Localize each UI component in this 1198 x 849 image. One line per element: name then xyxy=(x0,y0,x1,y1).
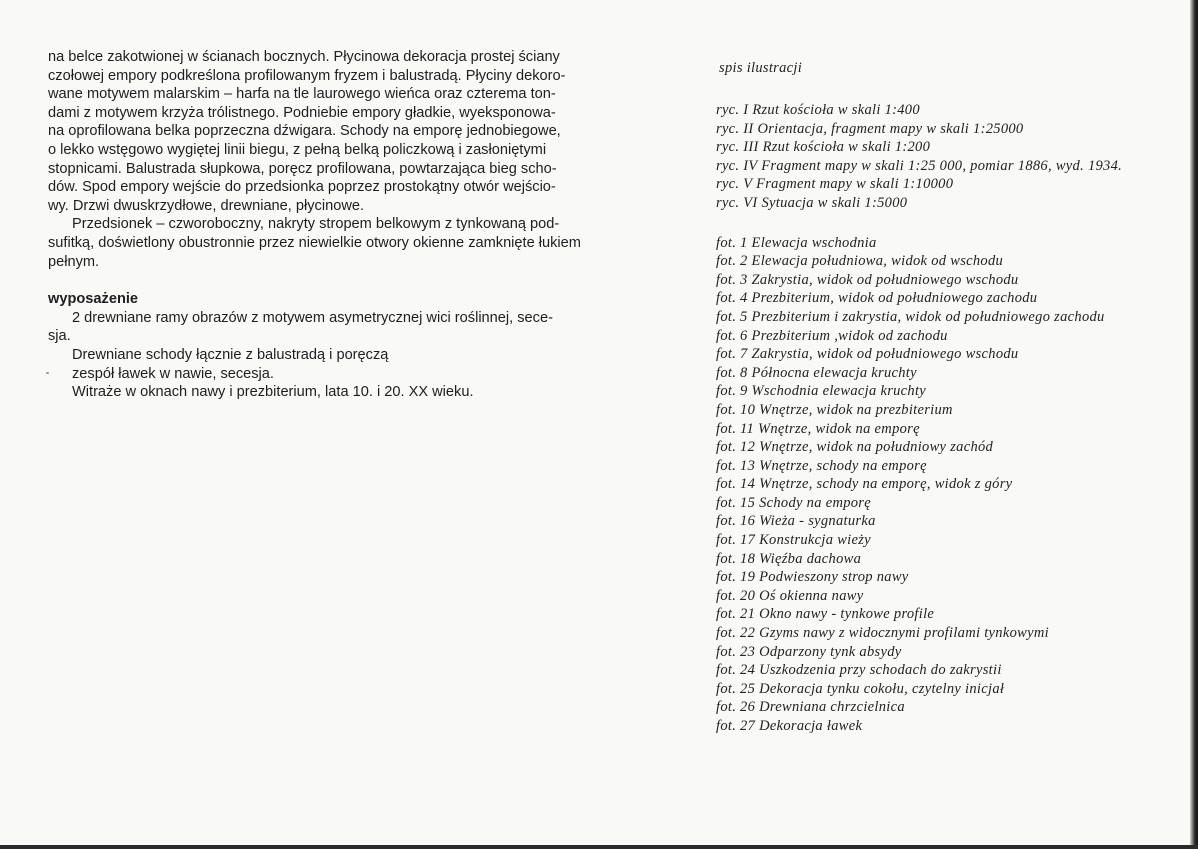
photo-entry: fot. 6 Prezbiterium ,widok od zachodu xyxy=(716,327,948,344)
figure-entry: ryc. IV Fragment mapy w skali 1:25 000, pomiar 1886, wyd. 1934. xyxy=(716,157,1123,174)
photo-entry: fot. 14 Wnętrze, schody na emporę, widok z góry xyxy=(716,476,1013,493)
photo-entry: fot. 24 Uszkodzenia przy schodach do zakrystii xyxy=(716,662,1002,679)
photo-entry: fot. 22 Gzyms nawy z widocznymi profilami tynkowymi xyxy=(716,625,1049,642)
photo-entry: fot. 20 Oś okienna nawy xyxy=(716,587,864,604)
photo-entry: fot. 19 Podwieszony strop nawy xyxy=(716,569,909,586)
text-line: zespół ławek w nawie, secesja. xyxy=(72,365,274,382)
photo-entry: fot. 7 Zakrystia, widok od południowego wschodu xyxy=(716,346,1019,363)
scan-edge-bottom xyxy=(0,845,1198,849)
text-line: pełnym. xyxy=(48,253,100,270)
photo-entry: fot. 3 Zakrystia, widok od południowego wschodu xyxy=(716,271,1019,288)
photo-entry: fot. 13 Wnętrze, schody na emporę xyxy=(716,457,927,474)
photo-entry: fot. 27 Dekoracja ławek xyxy=(716,718,863,734)
figure-list xyxy=(716,101,1176,213)
photo-entry: fot. 17 Konstrukcja wieży xyxy=(716,532,871,549)
scan-speck xyxy=(46,372,49,374)
text-line: Witraże w oknach nawy i prezbiterium, lata 10. i 20. XX wieku. xyxy=(72,384,474,401)
photo-entry: fot. 8 Północna elewacja kruchty xyxy=(716,364,917,381)
figure-entry: ryc. V Fragment mapy w skali 1:10000 xyxy=(716,176,954,193)
figure-entry: ryc. VI Sytuacja w skali 1:5000 xyxy=(716,194,908,211)
text-line: wane motywem malarskim – harfa na tle laurowego wieńca oraz czterema ton- xyxy=(48,86,556,103)
vestibule-paragraph xyxy=(48,215,608,271)
photo-entry: fot. 15 Schody na emporę xyxy=(716,494,871,511)
photo-entry: fot. 11 Wnętrze, widok na emporę xyxy=(716,420,920,437)
photo-entry: fot. 9 Wschodnia elewacja kruchty xyxy=(716,383,927,400)
intro-paragraph xyxy=(48,48,608,215)
text-line: Drewniane schody łącznie z balustradą i poręczą xyxy=(72,346,389,363)
index-title: spis ilustracji xyxy=(719,60,803,76)
description-column xyxy=(48,48,608,402)
photo-entry: fot. 23 Odparzony tynk absydy xyxy=(716,643,902,660)
photo-entry: fot. 4 Prezbiterium, widok od południowego zachodu xyxy=(716,290,1038,307)
text-line: dów. Spod empory wejście do przedsionka poprzez prostokątny otwór wejścio- xyxy=(48,179,556,196)
figure-entry: ryc. II Orientacja, fragment mapy w skali 1:25000 xyxy=(716,120,1024,137)
photo-entry: fot. 25 Dekoracja tynku cokołu, czytelny inicjał xyxy=(716,680,1005,697)
text-line: na belce zakotwionej w ścianach bocznych. Płycinowa dekoracja prostej ściany xyxy=(48,49,560,65)
illustrations-index xyxy=(716,60,1176,736)
text-line: 2 drewniane ramy obrazów z motywem asymetrycznej wici roślinnej, sece- xyxy=(72,309,553,326)
text-line: stopnicami. Balustrada słupkowa, poręcz profilowana, powtarzająca bieg scho- xyxy=(48,160,557,177)
text-line: dami z motywem krzyża trólistnego. Podniebie empory gładkie, wyeksponowa- xyxy=(48,104,556,121)
text-line: na oprofilowana belka poprzeczna dźwigara. Schody na emporę jednobiegowe, xyxy=(48,123,561,140)
section-heading: wyposażenie xyxy=(48,291,139,308)
photo-entry: fot. 18 Więźba dachowa xyxy=(716,550,862,567)
text-line: o lekko wstęgowo wygiętej linii biegu, z pełną belką policzkową i zasłoniętymi xyxy=(48,141,547,158)
photo-entry: fot. 10 Wnętrze, widok na prezbiterium xyxy=(716,401,953,418)
scan-edge-right xyxy=(1190,0,1198,849)
text-line: czołowej empory podkreślona profilowanym fryzem i balustradą. Płyciny dekoro- xyxy=(48,67,566,84)
photo-entry: fot. 1 Elewacja wschodnia xyxy=(716,234,877,251)
text-line: Przedsionek – czworoboczny, nakryty stropem belkowym z tynkowaną pod- xyxy=(72,216,560,233)
text-line: sja. xyxy=(48,328,71,345)
photo-entry: fot. 26 Drewniana chrzcielnica xyxy=(716,699,905,716)
photo-entry: fot. 12 Wnętrze, widok na południowy zachód xyxy=(716,439,994,456)
text-line: wy. Drzwi dwuskrzydłowe, drewniane, płycinowe. xyxy=(48,197,365,214)
photo-entry: fot. 5 Prezbiterium i zakrystia, widok od południowego zachodu xyxy=(716,308,1105,325)
figure-entry: ryc. III Rzut kościoła w skali 1:200 xyxy=(716,139,931,156)
photo-list xyxy=(716,234,1176,736)
text-line: sufitką, doświetlony obustronnie przez niewielkie otwory okienne zamknięte łukiem xyxy=(48,234,581,251)
equipment-list xyxy=(48,309,608,402)
photo-entry: fot. 2 Elewacja południowa, widok od wschodu xyxy=(716,253,1004,270)
photo-entry: fot. 16 Wieża - sygnaturka xyxy=(716,513,876,530)
photo-entry: fot. 21 Okno nawy - tynkowe profile xyxy=(716,606,935,623)
figure-entry: ryc. I Rzut kościoła w skali 1:400 xyxy=(716,102,920,118)
